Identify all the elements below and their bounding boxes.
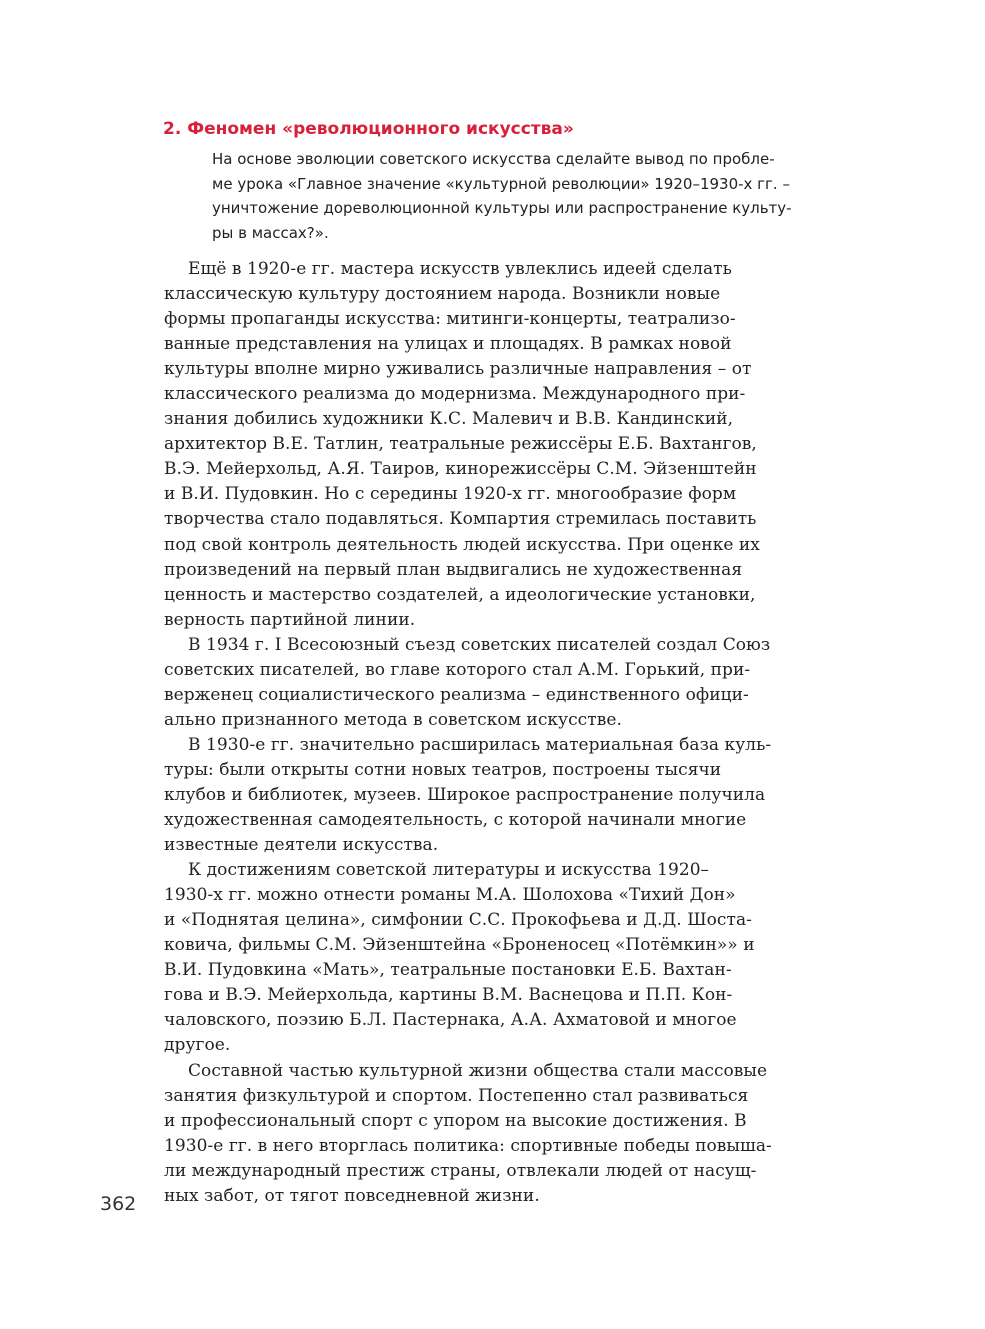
- paragraph-line: гова и В.Э. Мейерхольда, картины В.М. Васнецова и П.П. Кон-: [164, 985, 733, 1006]
- paragraph-line: ных забот, от тягот повседневной жизни.: [164, 1185, 540, 1206]
- paragraph-line: творчества стало подавляться. Компартия стремилась поставить: [164, 509, 757, 530]
- body-text: [164, 257, 884, 1209]
- paragraph-line: и профессиональный спорт с упором на высокие достижения. В: [164, 1110, 747, 1131]
- paragraph-line: К достижениям советской литературы и искусства 1920–: [188, 860, 710, 881]
- paragraph-line: В.И. Пудовкина «Мать», театральные постановки Е.Б. Вахтан-: [164, 960, 732, 981]
- task-line: ме урока «Главное значение «культурной революции» 1920–1930-х гг. –: [212, 174, 790, 193]
- paragraph-line: В 1930-е гг. значительно расширилась материальная база куль-: [188, 734, 772, 755]
- page-number: 362: [100, 1193, 137, 1215]
- paragraph-line: Составной частью культурной жизни общества стали массовые: [188, 1060, 768, 1081]
- paragraph-line: классического реализма до модернизма. Международного при-: [164, 384, 746, 405]
- paragraph-line: ли международный престиж страны, отвлекали людей от насущ-: [164, 1160, 757, 1181]
- paragraph-line: В 1934 г. I Всесоюзный съезд советских писателей создал Союз: [188, 634, 771, 655]
- paragraph-line: культуры вполне мирно уживались различные направления – от: [164, 359, 752, 380]
- paragraph-line: известные деятели искусства.: [164, 835, 439, 856]
- paragraph-line: знания добились художники К.С. Малевич и В.В. Кандинский,: [164, 409, 734, 430]
- paragraph-line: клубов и библиотек, музеев. Широкое распространение получила: [164, 784, 766, 805]
- paragraph-line: туры: были открыты сотни новых театров, построены тысячи: [164, 759, 722, 780]
- section-title: 2. Феномен «революционного искусства»: [163, 119, 574, 139]
- paragraph-line: занятия физкультурой и спортом. Постепенно стал развиваться: [164, 1085, 749, 1106]
- paragraph-line: 1930-е гг. в него вторглась политика: спортивные победы повыша-: [164, 1135, 772, 1156]
- paragraph-line: формы пропаганды искусства: митинги-концерты, театрализо-: [164, 309, 736, 330]
- paragraph-line: классическую культуру достоянием народа. Возникли новые: [164, 284, 721, 305]
- task-line: ры в массах?».: [212, 223, 329, 242]
- paragraph-line: художественная самодеятельность, с которой начинали многие: [164, 810, 747, 831]
- paragraph-line: В.Э. Мейерхольд, А.Я. Таиров, кинорежиссёры С.М. Эйзенштейн: [164, 459, 757, 480]
- paragraph-line: другое.: [164, 1035, 231, 1056]
- task-box: [212, 147, 884, 245]
- paragraph-line: ковича, фильмы С.М. Эйзенштейна «Броненосец «Потёмкин»» и: [164, 935, 755, 956]
- paragraph-line: верность партийной линии.: [164, 609, 416, 630]
- paragraph-line: архитектор В.Е. Татлин, театральные режиссёры Е.Б. Вахтангов,: [164, 434, 757, 455]
- paragraph-line: ванные представления на улицах и площадях. В рамках новой: [164, 334, 732, 355]
- paragraph-line: под свой контроль деятельность людей искусства. При оценке их: [164, 534, 760, 555]
- task-line: уничтожение дореволюционной культуры или распространение культу-: [212, 199, 792, 217]
- paragraph-line: Ещё в 1920-е гг. мастера искусств увлеклись идеей сделать: [188, 259, 732, 279]
- paragraph-line: ально признанного метода в советском искусстве.: [164, 709, 622, 730]
- paragraph-line: советских писателей, во главе которого стал А.М. Горький, при-: [164, 659, 751, 680]
- paragraph-line: чаловского, поэзию Б.Л. Пастернака, А.А. Ахматовой и многое: [164, 1010, 737, 1031]
- paragraph-line: верженец социалистического реализма – единственного офици-: [164, 684, 749, 705]
- paragraph-line: произведений на первый план выдвигались не художественная: [164, 559, 743, 580]
- task-line: На основе эволюции советского искусства сделайте вывод по пробле-: [212, 150, 775, 168]
- paragraph-line: и В.И. Пудовкин. Но с середины 1920-х гг. многообразие форм: [164, 484, 737, 505]
- paragraph-line: ценность и мастерство создателей, а идеологические установки,: [164, 584, 756, 605]
- paragraph-line: и «Поднятая целина», симфонии С.С. Прокофьева и Д.Д. Шоста-: [164, 910, 752, 931]
- paragraph-line: 1930-х гг. можно отнести романы М.А. Шолохова «Тихий Дон»: [164, 885, 736, 906]
